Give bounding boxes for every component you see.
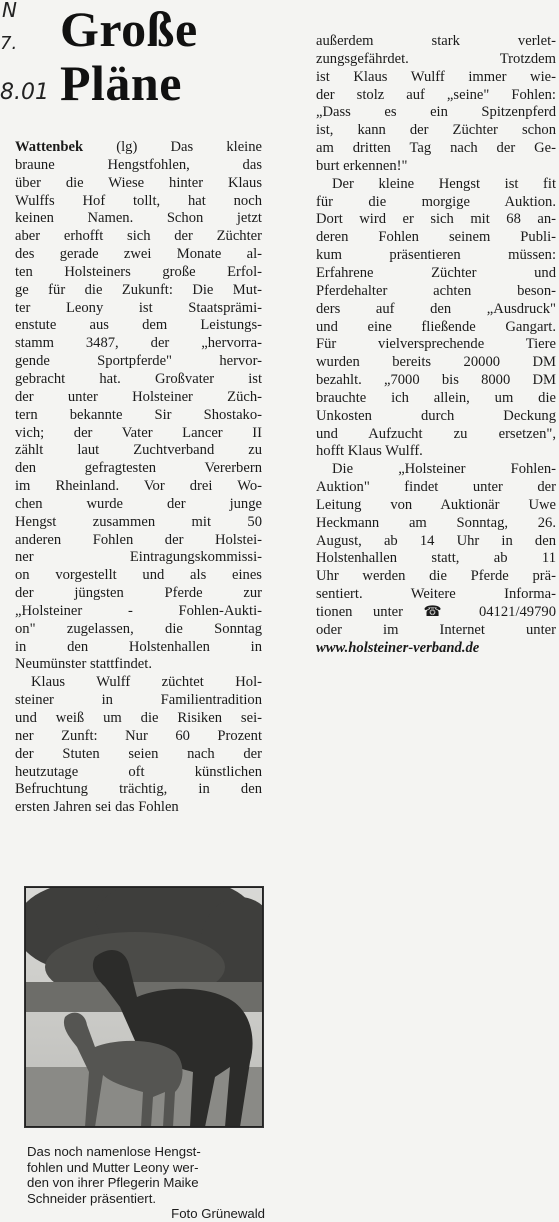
article-text-line: brauchte ich allein, um die (316, 389, 556, 406)
photo-credit: Foto Grünewald (171, 1206, 265, 1222)
article-text-line: der stolz auf „seine" Fohlen: (316, 86, 556, 103)
horse-photo-illustration (25, 887, 263, 1127)
article-text-line: ter Leony ist Staatsprämi- (15, 299, 262, 316)
article-text-line: tern bekannte Sir Shostako- (15, 406, 262, 423)
article-headline (60, 2, 310, 110)
headline-line: Große (60, 1, 198, 57)
article-text-line: Uhr werden die Pferde prä- (316, 568, 556, 585)
article-text-line: oder im Internet unter (316, 621, 556, 638)
handwritten-mark: N (2, 0, 17, 22)
article-text-line: enstute aus dem Leistungs- (15, 317, 262, 334)
article-text-line: und Aufzucht zu ersetzen", (316, 425, 556, 442)
article-text-line: heutzutage oft künstlichen (15, 763, 262, 780)
article-text-line: Wulffs Hof tollt, hat noch (15, 192, 262, 209)
photo-caption (27, 1144, 277, 1222)
article-text-line: ersten Jahren sei das Fohlen (15, 799, 179, 816)
article-text-line: in den Holstenhallen in (15, 638, 262, 655)
article-text-line: steiner in Familientradition (15, 692, 262, 709)
article-text-line: aber erhofft sich der Züchter (15, 228, 262, 245)
article-text-line: der jüngsten Pferde zur (15, 585, 262, 602)
article-text-line: vich; der Vater Lancer II (15, 424, 262, 441)
article-text-line: on vorgestellt und als eines (15, 567, 262, 584)
handwritten-mark: 7. (0, 33, 18, 54)
handwritten-date: 8.01 (0, 80, 49, 105)
article-photo (24, 886, 264, 1128)
headline-line: Pläne (60, 55, 182, 111)
article-text-line: ge für die Zukunft: Die Mut- (15, 281, 262, 298)
article-text-line: Auktion" findet unter der (316, 479, 556, 496)
caption-line: Das noch namenlose Hengst- (27, 1144, 201, 1159)
caption-line: fohlen und Mutter Leony wer- (27, 1159, 199, 1175)
article-text-line: ner Eintragungskommissi- (15, 549, 262, 566)
article-text-line: den gefragtesten Vererbern (15, 460, 262, 477)
article-text-line: braune Hengstfohlen, das (15, 156, 262, 173)
article-text-line: wurden bereits 20000 DM (316, 354, 556, 371)
article-text-line: Pferdehalter achten beson- (316, 282, 556, 299)
article-text-line: „Dass es ein Spitzenpferd (316, 104, 556, 121)
article-text-line: und weiß um die Risiken sei- (15, 710, 262, 726)
article-text-line: Unkosten durch Deckung (316, 407, 556, 424)
article-text-line: ist, kann der Züchter schon (316, 122, 556, 139)
article-text-line: hofft Klaus Wulff. (316, 443, 423, 460)
article-text-line: burt erkennen!" (316, 157, 408, 174)
article-text-line: Holstenhallen statt, ab 11 (316, 550, 556, 567)
caption-line: Schneider präsentiert. (27, 1190, 157, 1206)
article-text-line: im Rheinland. Vor drei Wo- (15, 478, 262, 495)
article-text-line: Heckmann am Sonntag, 26. (316, 514, 556, 531)
article-text-line: Klaus Wulff züchtet Hol- (31, 674, 262, 691)
article-text-line: tionen unter ☎ 04121/49790 (316, 604, 556, 620)
article-text-line: Der kleine Hengst ist fit (332, 175, 556, 192)
article-text-line: „Holsteiner - Fohlen-Aukti- (15, 602, 262, 619)
article-text-line: stamm 3487, der „hervorra- (15, 335, 262, 352)
article-text-line: www.holsteiner-verband.de (316, 639, 480, 656)
article-text-line: ten Holsteiners große Erfol- (15, 263, 262, 280)
article-text-line: kum präsentieren müssen: (316, 247, 556, 264)
article-text-line: on" zugelassen, die Sonntag (15, 620, 262, 637)
article-text-line: Wattenbek (lg) Das kleine (15, 139, 262, 155)
article-text-line: August, ab 14 Uhr in den (316, 532, 556, 549)
article-text-line: am dritten Tag nach der Ge- (316, 140, 556, 157)
article-text-line: Dort wird er sich mit 68 an- (316, 211, 556, 228)
article-text-line: chen wurde der junge (15, 495, 262, 512)
dateline: Wattenbek (15, 139, 84, 155)
article-text-line: anderen Fohlen der Holstei- (15, 531, 262, 548)
article-column-left (15, 139, 262, 817)
article-text-line: für die morgige Auktion. (316, 193, 556, 210)
article-text-line: Für vielversprechende Tiere (316, 336, 556, 353)
article-text-line: deren Fohlen seinem Publi- (316, 229, 556, 246)
article-text-line: der unter Holsteiner Züch- (15, 388, 262, 405)
article-text-line: Hengst zusammen mit 50 (15, 513, 262, 530)
article-text-line: Neumünster stattfindet. (15, 656, 152, 673)
article-text-line: zählt laut Zuchtverband zu (15, 442, 262, 459)
article-text-line: bezahlt. „7000 bis 8000 DM (316, 372, 556, 389)
article-text-line: des gerade zwei Monate al- (15, 246, 262, 263)
article-text-line: sentiert. Weitere Informa- (316, 586, 556, 603)
article-text-line: über die Wiese hinter Klaus (15, 174, 262, 191)
article-text-line: Die „Holsteiner Fohlen- (332, 461, 556, 478)
article-text-line: keinen Namen. Schon jetzt (15, 210, 262, 227)
article-text-line: der Stuten seien nach der (15, 745, 262, 762)
article-text-line: ist Klaus Wulff immer wie- (316, 68, 556, 85)
article-text-line: Erfahrene Züchter und (316, 264, 556, 281)
article-text-line: und eine fließende Gangart. (316, 318, 556, 335)
article-text-line: gebracht hat. Großvater ist (15, 370, 262, 387)
article-text-line: Befruchtung trächtig, in den (15, 781, 262, 798)
caption-line: den von ihrer Pflegerin Maike (27, 1175, 199, 1191)
article-text-line: ders auf den „Ausdruck" (316, 300, 556, 317)
article-text-line: gende Sportpferde" hervor- (15, 353, 262, 370)
article-column-right (316, 33, 556, 658)
article-text-line: zungsgefährdet. Trotzdem (316, 50, 556, 67)
article-text-line: Leitung von Auktionär Uwe (316, 496, 556, 513)
article-text-line: außerdem stark verlet- (316, 33, 556, 49)
article-text-line: ner Zunft: Nur 60 Prozent (15, 727, 262, 744)
